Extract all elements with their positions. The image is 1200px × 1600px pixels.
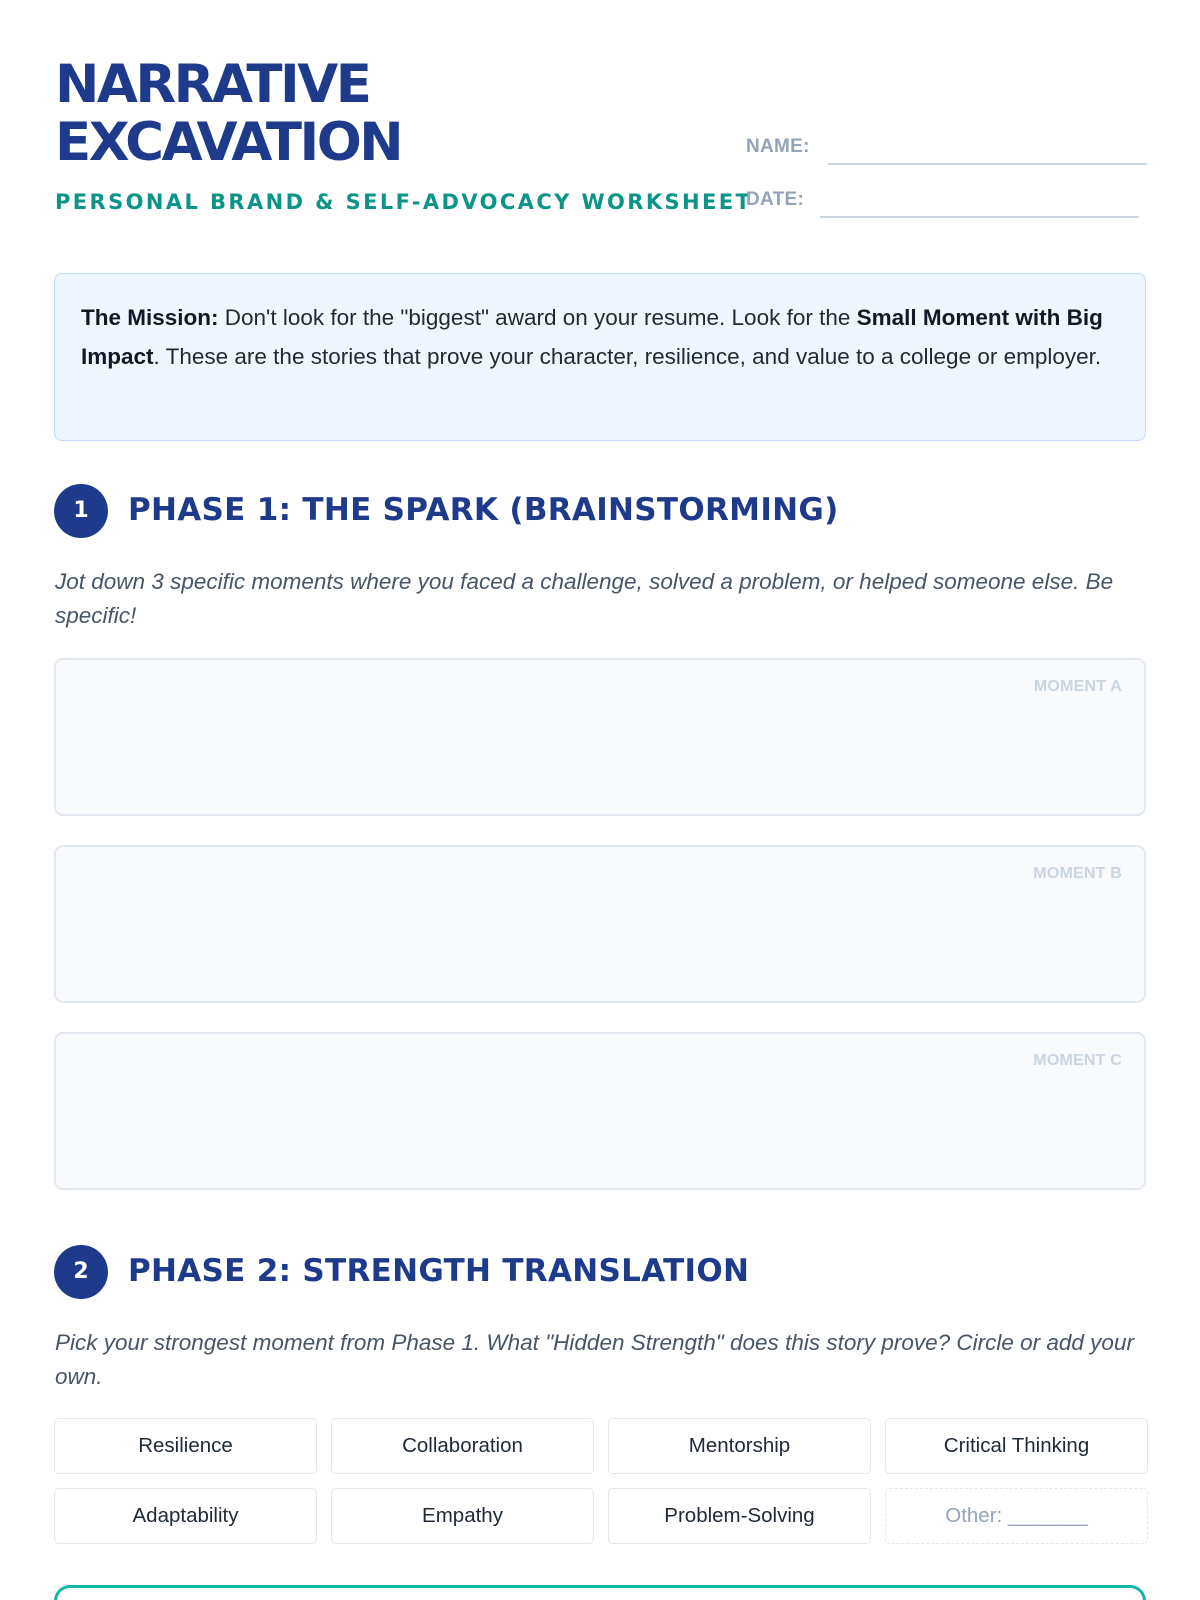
name-label: NAME: xyxy=(746,136,810,157)
strength-chip-mentorship[interactable]: Mentorship xyxy=(608,1418,871,1474)
strength-chip-adaptability[interactable]: Adaptability xyxy=(54,1488,317,1544)
mission-emphasis: Small Moment with Big Impact xyxy=(81,305,1103,369)
date-label: DATE: xyxy=(746,189,805,210)
strength-chip-resilience[interactable]: Resilience xyxy=(54,1418,317,1474)
strength-chip-other[interactable]: Other: _______ xyxy=(885,1488,1148,1544)
next-section-box xyxy=(54,1585,1146,1600)
strength-chip-critical-thinking[interactable]: Critical Thinking xyxy=(885,1418,1148,1474)
worksheet-title xyxy=(55,56,401,172)
moment-c-box[interactable] xyxy=(54,1032,1146,1190)
phase-1-title: PHASE 1: THE SPARK (BRAINSTORMING) xyxy=(128,492,839,528)
phase-2-instruction: Pick your strongest moment from Phase 1. What "Hidden Strength" does this story prove? Circle or add your own. xyxy=(55,1330,1134,1389)
phase-2-badge: 2 xyxy=(54,1245,108,1299)
name-field[interactable] xyxy=(828,163,1147,165)
title-line-2: EXCAVATION xyxy=(55,112,402,173)
mission-lead: The Mission: xyxy=(81,305,219,330)
moment-b-box[interactable] xyxy=(54,845,1146,1003)
moment-b-label: MOMENT B xyxy=(1033,865,1122,882)
date-field[interactable] xyxy=(820,216,1139,218)
phase-2-title: PHASE 2: STRENGTH TRANSLATION xyxy=(128,1253,750,1289)
mission-text-1: Don't look for the "biggest" award on your resume. Look for the xyxy=(218,305,857,330)
mission-box xyxy=(54,273,1146,441)
strength-chip-empathy[interactable]: Empathy xyxy=(331,1488,594,1544)
mission-text-2: . These are the stories that prove your character, resilience, and value to a college or employer. xyxy=(153,344,1102,369)
moment-a-box[interactable] xyxy=(54,658,1146,816)
title-line-1: NARRATIVE xyxy=(55,54,370,115)
strength-chip-problem-solving[interactable]: Problem-Solving xyxy=(608,1488,871,1544)
phase-1-badge: 1 xyxy=(54,484,108,538)
moment-c-label: MOMENT C xyxy=(1033,1052,1122,1069)
strength-chip-collaboration[interactable]: Collaboration xyxy=(331,1418,594,1474)
worksheet-subtitle: PERSONAL BRAND & SELF-ADVOCACY WORKSHEET xyxy=(55,190,753,214)
moment-a-label: MOMENT A xyxy=(1033,678,1122,695)
phase-1-instruction: Jot down 3 specific moments where you faced a challenge, solved a problem, or helped someone else. Be specific! xyxy=(55,569,1114,628)
